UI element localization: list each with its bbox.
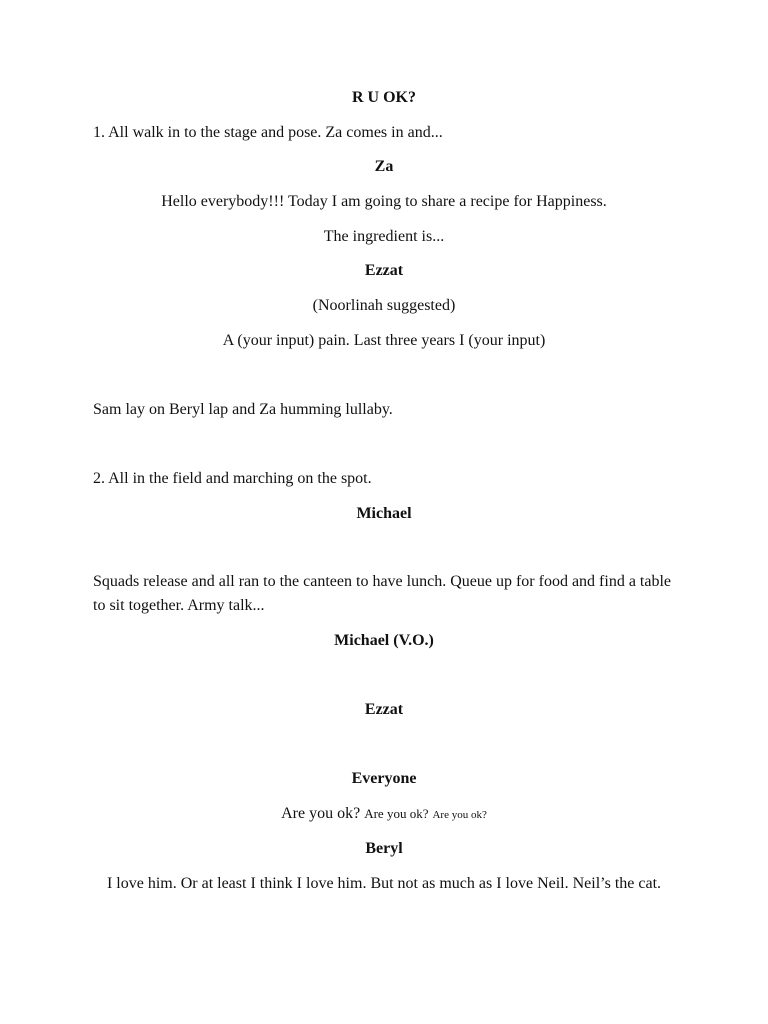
lullaby-direction: Sam lay on Beryl lap and Za humming lullaby.	[93, 401, 393, 418]
speaker-everyone: Everyone	[351, 770, 417, 787]
scene-1-direction: 1. All walk in to the stage and pose. Za comes in and...	[93, 124, 443, 141]
ezzat-dialogue: A (your input) pain. Last three years I (your input)	[222, 332, 546, 349]
everyone-dialogue	[60, 802, 708, 827]
speaker-ezzat-1: Ezzat	[364, 262, 404, 279]
ezzat-parenthetical: (Noorlinah suggested)	[312, 297, 456, 314]
za-dialogue-line-2: The ingredient is...	[323, 228, 445, 245]
speaker-michael: Michael	[356, 505, 412, 522]
everyone-line-large: Are you ok?	[281, 805, 361, 822]
speaker-ezzat-2: Ezzat	[364, 701, 404, 718]
everyone-line-small: Are you ok?	[432, 809, 487, 821]
speaker-za: Za	[374, 158, 394, 175]
speaker-michael-vo: Michael (V.O.)	[334, 632, 434, 649]
scene-2-direction: 2. All in the field and marching on the spot.	[93, 470, 372, 487]
za-dialogue-line-1: Hello everybody!!! Today I am going to share a recipe for Happiness.	[161, 193, 607, 210]
beryl-dialogue: I love him. Or at least I think I love him. But not as much as I love Neil. Neil’s the cat.	[106, 875, 662, 892]
canteen-direction: Squads release and all ran to the canteen to have lunch. Queue up for food and find a table to sit together. Army talk...	[93, 573, 672, 614]
page-title: R U OK?	[352, 89, 416, 106]
beryl-dialogue-block	[60, 871, 708, 896]
everyone-line-medium: Are you ok?	[364, 806, 429, 821]
speaker-beryl: Beryl	[365, 840, 403, 857]
